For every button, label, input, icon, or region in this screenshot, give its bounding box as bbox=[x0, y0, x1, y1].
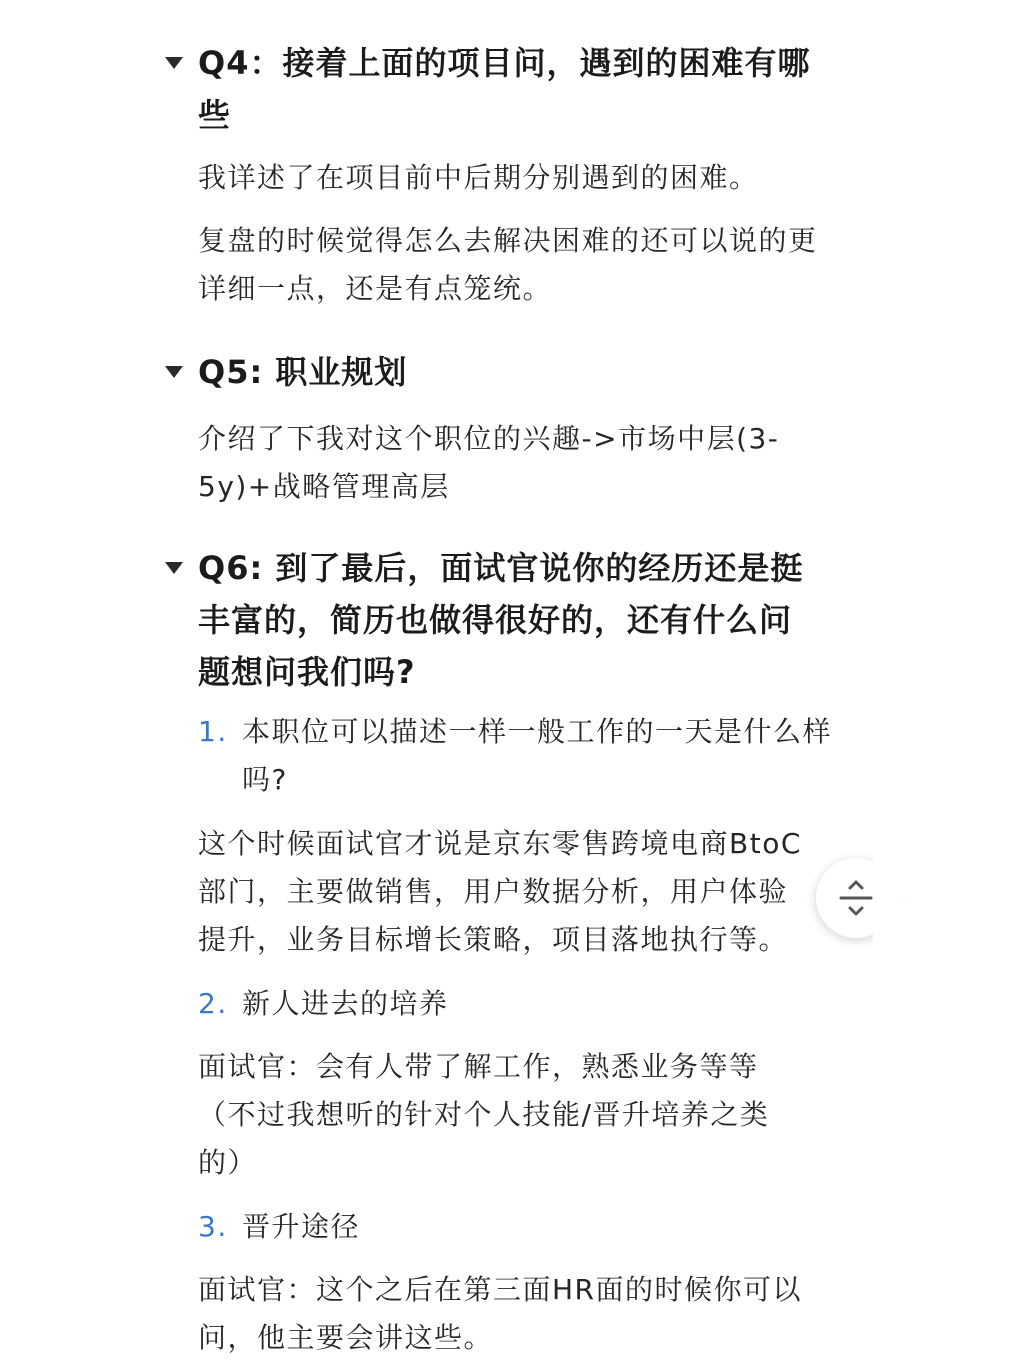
list-item-text: 本职位可以描述一样一般工作的一天是什么样吗? bbox=[242, 715, 833, 796]
triangle-down-icon[interactable] bbox=[165, 562, 183, 574]
q4-paragraph-1: 我详述了在项目前中后期分别遇到的困难。 bbox=[198, 161, 759, 194]
list-number: 3. bbox=[198, 1210, 228, 1243]
edge-mask bbox=[873, 840, 903, 960]
list-item-text: 新人进去的培养 bbox=[242, 987, 449, 1020]
list-item bbox=[198, 980, 838, 1030]
toggle-q6[interactable] bbox=[165, 542, 845, 702]
toggle-q4[interactable] bbox=[165, 37, 845, 147]
q6-answer-3: 面试官：这个之后在第三面HR面的时候你可以问，他主要会讲这些。 bbox=[198, 1273, 803, 1354]
list-number: 2. bbox=[198, 987, 228, 1020]
list-item-text: 晋升途径 bbox=[242, 1210, 361, 1243]
heading-q5: Q5: 职业规划 bbox=[198, 353, 408, 391]
expand-collapse-icon bbox=[837, 880, 875, 916]
q6-answer-2: 面试官：会有人带了解工作，熟悉业务等等（不过我想听的针对个人技能/晋升培养之类的） bbox=[198, 1050, 770, 1179]
q5-paragraph-1: 介绍了下我对这个职位的兴趣->市场中层(3-5y)+战略管理高层 bbox=[198, 422, 780, 503]
triangle-down-icon[interactable] bbox=[165, 366, 183, 378]
q6-answer-1: 这个时候面试官才说是京东零售跨境电商BtoC部门，主要做销售，用户数据分析，用户体验提升，业务目标增长策略，项目落地执行等。 bbox=[198, 827, 802, 956]
list-item bbox=[198, 708, 838, 808]
heading-q6: Q6: 到了最后，面试官说你的经历还是挺丰富的，简历也做得很好的，还有什么问题想问我们吗? bbox=[198, 549, 804, 691]
heading-q4: Q4：接着上面的项目问，遇到的困难有哪些 bbox=[198, 44, 811, 134]
triangle-down-icon[interactable] bbox=[165, 57, 183, 69]
toggle-q5[interactable] bbox=[165, 346, 845, 401]
list-item bbox=[198, 1203, 838, 1253]
list-number: 1. bbox=[198, 715, 228, 748]
q4-paragraph-2: 复盘的时候觉得怎么去解决困难的还可以说的更详细一点，还是有点笼统。 bbox=[198, 224, 818, 305]
